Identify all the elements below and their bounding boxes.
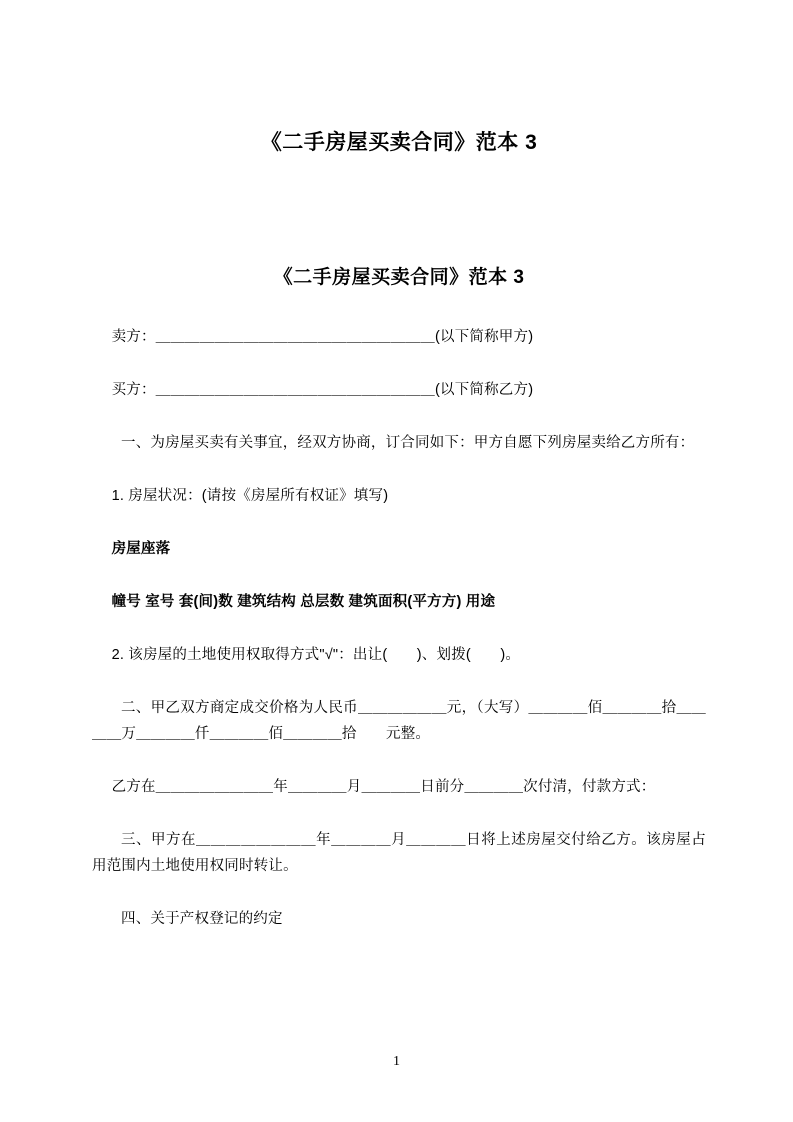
document-body — [92, 0, 706, 932]
document-subtitle: 《二手房屋买卖合同》范本 3 — [273, 267, 525, 288]
clause-one-paragraph: 一、为房屋买卖有关事宜，经双方协商，订合同如下：甲方自愿下列房屋卖给乙方所有： — [121, 435, 695, 451]
page-number: 1 — [393, 1054, 400, 1069]
seller-line: 卖方：＿＿＿＿＿＿＿＿＿＿＿＿＿＿＿＿＿＿＿(以下简称甲方) — [111, 329, 534, 345]
buyer-line: 买方：＿＿＿＿＿＿＿＿＿＿＿＿＿＿＿＿＿＿＿(以下简称乙方) — [111, 382, 534, 398]
clause-one-item-1: 1. 房屋状况：(请按《房屋所有权证》填写) — [111, 488, 389, 504]
clause-one-item-2: 2. 该房屋的土地使用权取得方式"√"：出让( )、划拨( )。 — [111, 647, 521, 663]
clause-two-paragraph: 二、甲乙双方商定成交价格为人民币＿＿＿＿＿＿元，（大写）＿＿＿＿佰＿＿＿＿拾＿＿＿＿万＿＿＿＿仟＿＿＿＿佰＿＿＿＿拾 元整。 — [92, 700, 706, 742]
house-location-label: 房屋座落 — [111, 541, 171, 557]
clause-three-paragraph: 三、甲方在＿＿＿＿＿＿＿＿年＿＿＿＿月＿＿＿＿日将上述房屋交付给乙方。该房屋占用范围内土地使用权同时转让。 — [92, 832, 706, 874]
page-title: 《二手房屋买卖合同》范本 3 — [260, 131, 538, 154]
clause-two-payment-line: 乙方在＿＿＿＿＿＿＿＿年＿＿＿＿月＿＿＿＿日前分＿＿＿＿次付清，付款方式： — [111, 779, 656, 795]
house-attributes-header: 幢号 室号 套(间)数 建筑结构 总层数 建筑面积(平方方) 用途 — [111, 594, 496, 610]
clause-four-paragraph: 四、关于产权登记的约定 — [121, 911, 283, 927]
